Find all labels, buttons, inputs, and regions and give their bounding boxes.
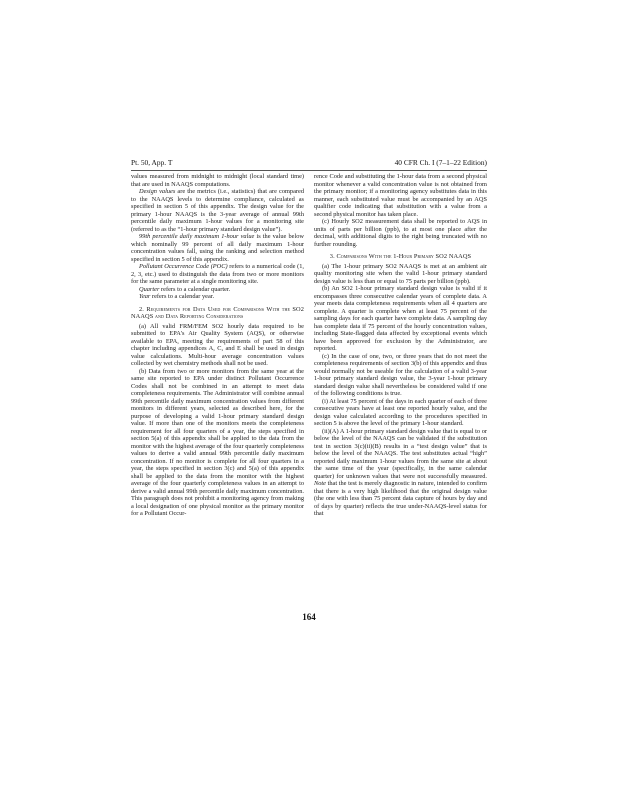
- paragraph-3b: (b) An SO2 1-hour primary standard design value is valid if it encompasses three consecutive calendar years of complete data. A year meets data completeness requirements when all 4 quarters are complete. A quarter is complete when at least 75 percent of the sampling days for each quarter have complete data. A sampling day has complete data if 75 percent of the hourly concentration values, including State-flagged data affected by exceptional events which have been approved for exclusion by the Administrator, are reported.: [314, 285, 487, 352]
- paragraph: values measured from midnight to midnight (local standard time) that are used in NAAQS computations.: [131, 173, 304, 188]
- paragraph-text: that the test is merely diagnostic in nature, intended to confirm that there is a very high likelihood that the original design value (the one with less than 75 percent data capture of hours by day and of days by quarter) reflects the true under-NAAQS-level status for that: [314, 480, 487, 517]
- definition-text: are the metrics (i.e., statistics) that are compared to the NAAQS levels to determine compliance, calculated as specified in section 5 of this appendix. The design value for the primary 1-hour NAAQS is the 3-year average of annual 99th percentile daily maximum 1-hour values for a monitoring site (referred to as the “1-hour primary standard design value”).: [131, 188, 305, 233]
- paragraph-text: (ii)(A) A 1-hour primary standard design value that is equal to or below the level of the NAAQS can be validated if the substitution test in section 3(c)(ii)(B) results in a “test design value” that is below the level of the NAAQS. The test substitutes actual “high” reported daily maximum 1-hour values from the same site at about the same time of the year (specifically, in the same calendar quarter) for unknown values that were not successfully measured.: [314, 427, 487, 480]
- header-rule: [131, 170, 487, 171]
- note-term: Note: [314, 480, 326, 487]
- definition-text: is the value below which nominally 99 percent of all daily maximum 1-hour concentration values fall, using the ranking and selection method specified in section 5 of this appendix.: [131, 233, 304, 263]
- section-heading-3: 3. Comparisons With the 1-Hour Primary SO2 NAAQS: [329, 253, 472, 260]
- paragraph: rence Code and substituting the 1-hour data from a second physical monitor whenever a valid concentration value is not obtained from the primary monitor; if a monitoring agency substitutes data in this manner, each substituted value must be accompanied by an AQS qualifier code indicating that substitution with a value from a second physical monitor has taken place.: [314, 173, 487, 218]
- page-number: 164: [302, 612, 316, 622]
- defined-term: Quarter: [139, 285, 160, 293]
- definition-99th-percentile: [131, 233, 304, 263]
- definition-poc: [131, 263, 304, 286]
- paragraph-2c: (c) Hourly SO2 measurement data shall be reported to AQS in units of parts per billion (ppb), to at most one place after the decimal, with additional digits to the right being truncated with no further rounding.: [314, 218, 487, 248]
- defined-term: 99th percentile daily maximum 1-hour value: [139, 233, 255, 240]
- definition-text: refers to a calendar quarter.: [159, 285, 231, 293]
- paragraph-2a: (a) All valid FRM/FEM SO2 hourly data required to be submitted to EPA's Air Quality System (AQS), or otherwise available to EPA, meeting the requirements of part 58 of this chapter including appendices A, C, and E shall be used in design value calculations. Multi-hour average concentration values collected by wet chemistry methods shall not be used.: [131, 322, 304, 367]
- left-column: [131, 173, 304, 518]
- definition-text: refers to a numerical code (1, 2, 3, etc.) used to distinguish the data from two or more monitors for the same parameter at a single monitoring site.: [131, 263, 304, 285]
- defined-term: Pollutant Occurrence Code (POC): [139, 263, 228, 270]
- section-heading-2: 2. Requirements for Data Used for Comparisons With the SO2 NAAQS and Data Reporting Considerations: [131, 305, 304, 320]
- paragraph-3a: (a) The 1-hour primary SO2 NAAQS is met at an ambient air quality monitoring site when the valid 1-hour primary standard design value is less than or equal to 75 parts per billion (ppb).: [314, 262, 487, 285]
- defined-term: Design values: [139, 188, 176, 195]
- paragraph-3c-i: (i) At least 75 percent of the days in each quarter of each of three consecutive years have at least one reported hourly value, and the design value calculated according to the procedures specified in section 5 is above the level of the primary 1-hour standard.: [314, 397, 487, 427]
- header-part-section: Pt. 50, App. T: [131, 158, 173, 167]
- paragraph-2b: (b) Data from two or more monitors from the same year at the same site reported to EPA under distinct Pollutant Occurrence Codes shall not be combined in an attempt to meet data completeness requirements. The Administrator will combine annual 99th percentile daily maximum concentration values from different monitors in different years, selected as described here, for the purpose of developing a valid 1-hour primary standard design value. If more than one of the monitors meets the completeness requirement for all four quarters of a year, the steps specified in section 5(a) of this appendix shall be applied to the data from the monitor with the highest average of the four quarterly completeness values to derive a valid annual 99th percentile daily maximum concentration. If no monitor is complete for all four quarters in a year, the steps specified in section 3(c) and 5(a) of this appendix shall be applied to the data from the monitor with the highest average of the four quarterly completeness values in an attempt to derive a valid annual 99th percentile daily maximum concentration. This paragraph does not prohibit a monitoring agency from making a local designation of one physical monitor as the primary monitor for a Pollutant Occur-: [131, 367, 304, 517]
- paragraph-3c: (c) In the case of one, two, or three years that do not meet the completeness requirements of section 3(b) of this appendix and thus would normally not be useable for the calculation of a valid 3-year 1-hour primary standard design value, the 3-year 1-hour primary standard design value shall nevertheless be considered valid if one of the following conditions is true.: [314, 352, 487, 397]
- definition-design-values: [131, 188, 304, 233]
- right-column: [314, 173, 487, 518]
- definition-text: refers to a calendar year.: [150, 293, 215, 300]
- paragraph-3c-ii-a: [314, 428, 487, 518]
- header-cfr-edition: 40 CFR Ch. I (7–1–22 Edition): [394, 158, 487, 167]
- defined-term: Year: [139, 293, 151, 300]
- definition-year: [131, 293, 304, 301]
- definition-quarter: [131, 286, 304, 294]
